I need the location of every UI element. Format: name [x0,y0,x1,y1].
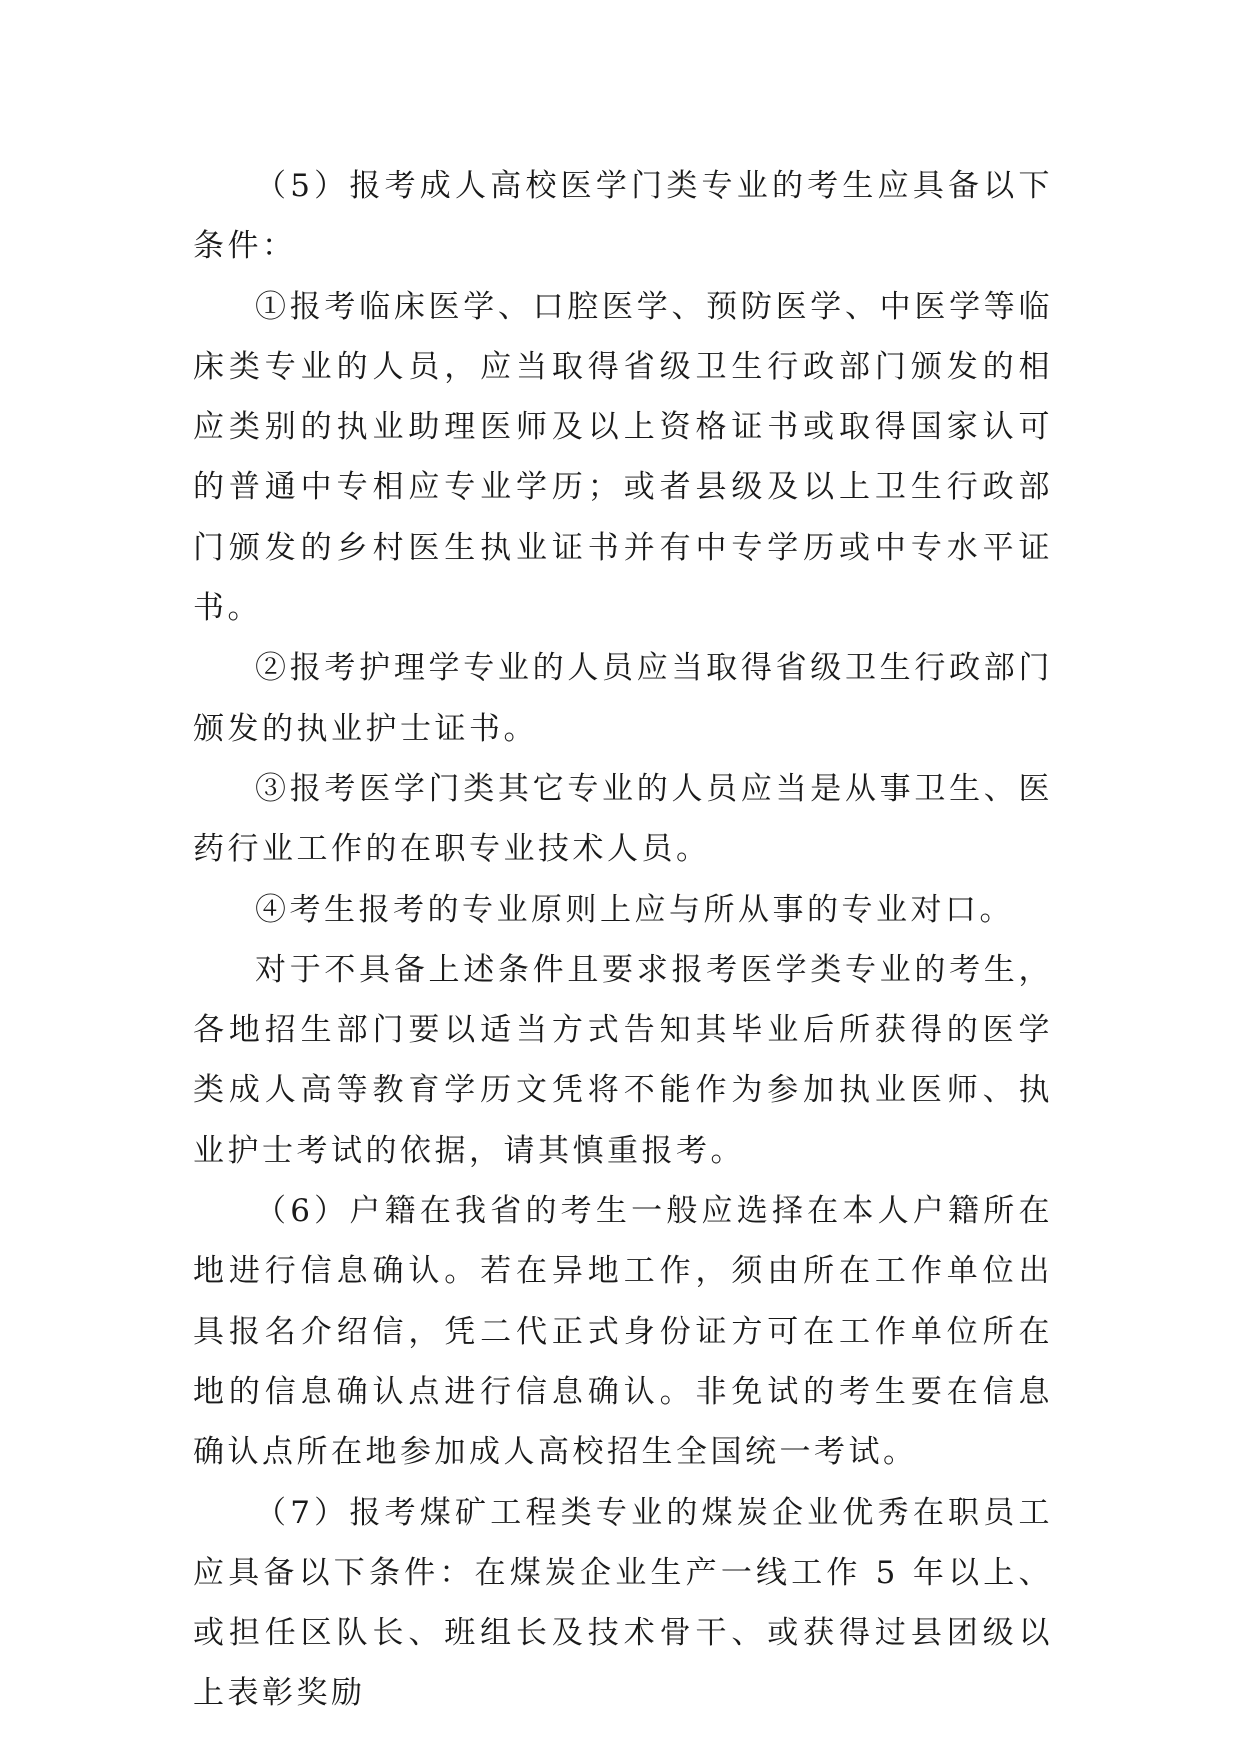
paragraph-medical-requirements-intro: （5）报考成人高校医学门类专业的考生应具备以下条件： [193,168,1053,265]
paragraph-coal-mining-requirements: （7）报考煤矿工程类专业的煤炭企业优秀在职员工应具备以下条件：在煤炭企业生产一线工作 5 年以上、或担任区队长、班组长及技术骨干、或获得过县团级以上表彰奖励 [193,1494,1053,1712]
paragraph-household-registration: （6）户籍在我省的考生一般应选择在本人户籍所在地进行信息确认。若在异地工作，须由所在工作单位出具报名介绍信，凭二代正式身份证方可在工作单位所在地的信息确认点进行信息确认。非免试的考生要在信息确认点所在地参加成人高校招生全国统一考试。 [193,1193,1053,1471]
paragraph-unqualified-candidates-notice: 对于不具备上述条件且要求报考医学类专业的考生，各地招生部门要以适当方式告知其毕业后所获得的医学类成人高等教育学历文凭将不能作为参加执业医师、执业护士考试的依据，请其慎重报考。 [193,951,1053,1169]
paragraph-major-match-requirement: ④考生报考的专业原则上应与所从事的专业对口。 [255,891,1014,928]
paragraph-clinical-requirements: ①报考临床医学、口腔医学、预防医学、中医学等临床类专业的人员，应当取得省级卫生行政部门颁发的相应类别的执业助理医师及以上资格证书或取得国家认可的普通中专相应专业学历；或者县级及以上卫生行政部门颁发的乡村医生执业证书并有中专学历或中专水平证书。 [193,288,1053,627]
paragraph-other-medical-requirements: ③报考医学门类其它专业的人员应当是从事卫生、医药行业工作的在职专业技术人员。 [193,770,1053,868]
document-body [193,156,1053,1724]
paragraph-nursing-requirements: ②报考护理学专业的人员应当取得省级卫生行政部门颁发的执业护士证书。 [193,650,1053,747]
